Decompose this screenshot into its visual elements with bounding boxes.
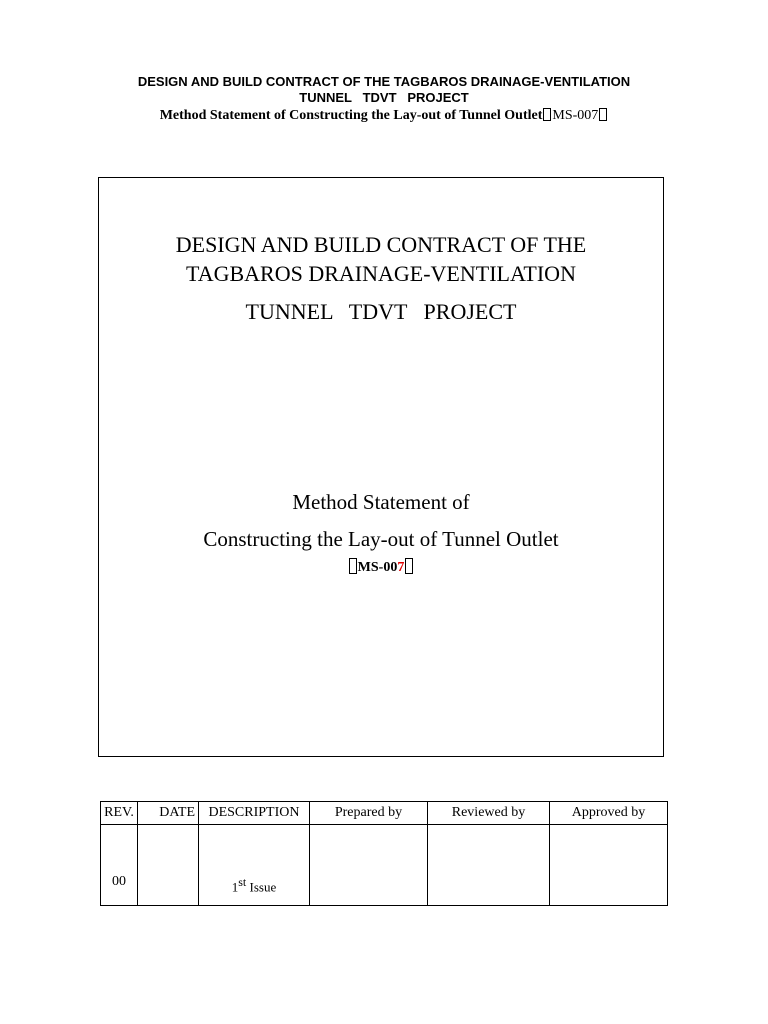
cover-title-line-2: TAGBAROS DRAINAGE-VENTILATION: [186, 261, 576, 286]
bracket-glyph: [405, 558, 413, 574]
header-method-text: Method Statement of Constructing the Lay-out of Tunnel Outlet: [159, 108, 543, 123]
cover-title-line-3: TUNNEL TDVT PROJECT: [245, 299, 517, 324]
cover-method-line-2: Constructing the Lay-out of Tunnel Outlet: [203, 527, 559, 551]
cell-description: [199, 825, 310, 906]
cover-code-prefix: MS-00: [357, 560, 398, 575]
header-rev: REV.: [101, 802, 138, 825]
header-contract-line-1: DESIGN AND BUILD CONTRACT OF THE TAGBAROS DRAINAGE-VENTILATION: [137, 74, 631, 89]
page-header: [0, 74, 768, 125]
bracket-glyph: [349, 558, 357, 574]
header-reviewed-by: Reviewed by: [428, 802, 550, 825]
header-prepared-by: Prepared by: [310, 802, 428, 825]
table-row: [101, 825, 668, 906]
rev-value: 00: [112, 874, 126, 889]
bracket-glyph: [599, 108, 607, 121]
description-number: 1: [231, 879, 239, 895]
cell-date: [138, 825, 199, 906]
header-code: MS-007: [552, 108, 599, 123]
description-ordinal: st: [238, 875, 247, 889]
cell-prepared-by: [310, 825, 428, 906]
cover-code-suffix: 7: [397, 560, 405, 575]
header-approved-by: Approved by: [550, 802, 668, 825]
description-value: [199, 872, 309, 897]
revision-table: [100, 801, 668, 906]
header-description: DESCRIPTION: [199, 802, 310, 825]
cover-method-line-1: Method Statement of: [292, 490, 470, 514]
cell-reviewed-by: [428, 825, 550, 906]
description-text: Issue: [246, 879, 277, 895]
cell-rev: [101, 825, 138, 906]
cover-title-line-1: DESIGN AND BUILD CONTRACT OF THE: [175, 232, 587, 257]
bracket-glyph: [543, 108, 551, 121]
header-contract-line-2: TUNNEL TDVT PROJECT: [299, 90, 469, 105]
cover-method-title: [99, 484, 663, 558]
header-date: DATE: [138, 802, 199, 825]
header-method-line: [0, 107, 768, 125]
cover-document-code: [99, 558, 663, 578]
cell-approved-by: [550, 825, 668, 906]
cover-box: [98, 177, 664, 757]
cover-title: [99, 230, 663, 326]
revision-table-header: [101, 802, 668, 825]
